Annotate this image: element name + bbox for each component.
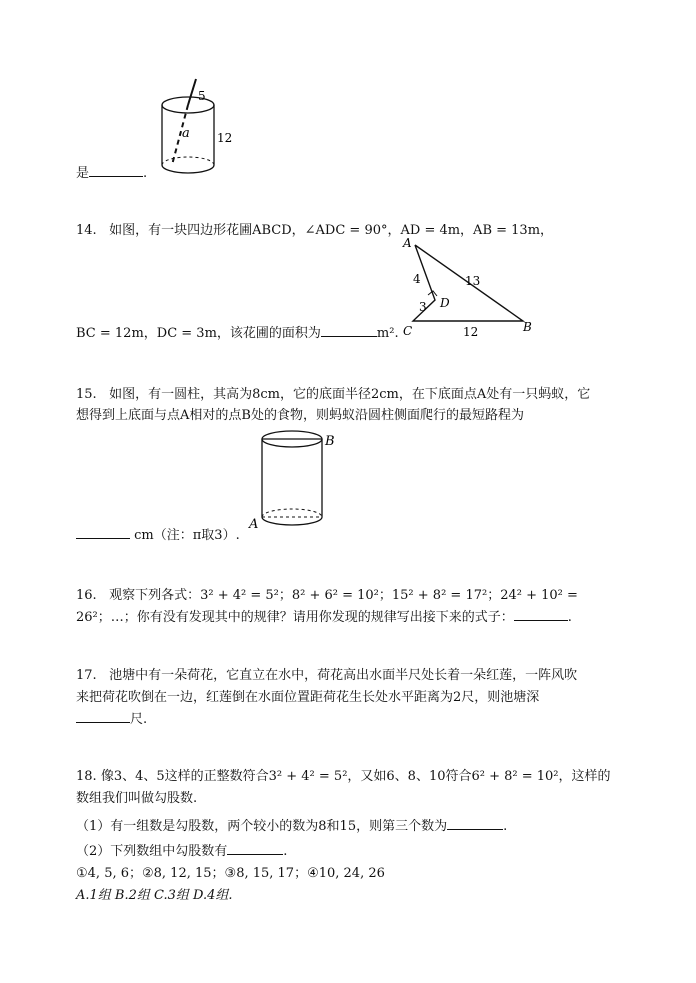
q15-text-line1: 如图，有一圆柱，其高为8cm，它的底面半径2cm，在下底面点A处有一只蚂蚁，它 (109, 387, 591, 402)
q13-cylinder-figure (150, 75, 260, 180)
q16-text-line1: 观察下列各式：3² + 4² = 5²；8² + 6² = 10²；15² + 8² = 17²；24² + 10² = (109, 588, 578, 603)
q15-line2 (76, 404, 524, 423)
q14-text-line2a: BC = 12m，DC = 3m，该花圃的面积为 (76, 326, 321, 341)
q15-answer-blank[interactable] (76, 526, 130, 539)
q15-line1 (76, 383, 590, 402)
q18-number: 18. (76, 769, 97, 784)
q13-label-angle: a (182, 126, 190, 141)
q18-sub2-blank[interactable] (227, 842, 283, 855)
q16-line2 (76, 606, 572, 625)
q15-cylinder-figure (245, 425, 345, 535)
q17-answer-blank[interactable] (76, 710, 130, 723)
q18-choices-text: A.1组 B.2组 C.3组 D.4组. (76, 888, 233, 903)
q18-sub2 (76, 840, 287, 859)
q18-choices (76, 884, 233, 903)
q14-vertex-C: C (403, 324, 413, 338)
q16-text-line2: 26²；…；你有没有发现其中的规律？请用你发现的规律写出接下来的式子： (76, 610, 514, 625)
q14-text-line1: 如图，有一块四边形花圃ABCD，∠ADC = 90°，AD = 4m，AB = 13m， (109, 223, 554, 238)
q13-label-top: 5 (198, 89, 206, 103)
q15-point-A: A (249, 517, 259, 532)
q18-sub2-suffix: . (283, 844, 288, 859)
q14-side-AB: 13 (465, 274, 481, 288)
q17-text-line1: 池塘中有一朵荷花，它直立在水中，荷花高出水面半尺处长着一朵红莲，一阵风吹 (109, 668, 578, 683)
q18-sub1-text: （1）有一组数是勾股数，两个较小的数为8和15，则第三个数为 (76, 819, 448, 834)
q18-sub1-suffix: . (503, 819, 508, 834)
q17-line3 (76, 708, 147, 727)
q15-text-line2: 想得到上底面与点A相对的点B处的食物，则蚂蚁沿圆柱侧面爬行的最短路程为 (76, 408, 524, 423)
q14-vertex-A: A (403, 236, 412, 250)
q13-label-height: 12 (217, 131, 233, 145)
q14-answer-blank[interactable] (321, 324, 377, 337)
q16-line1 (76, 584, 578, 603)
q14-side-AD: 4 (413, 272, 421, 286)
q14-side-DC: 3 (419, 300, 427, 314)
q15-text-line3: cm（注：π取3）. (134, 528, 240, 543)
q13-answer-line (76, 162, 147, 181)
q17-text-line3: 尺. (130, 712, 148, 727)
q17-number: 17. (76, 668, 97, 683)
q16-number: 16. (76, 588, 97, 603)
q18-line1 (76, 765, 611, 784)
q17-text-line2: 来把荷花吹倒在一边，红莲倒在水面位置距荷花生长处水平距离为2尺，则池塘深 (76, 690, 540, 705)
q14-text-line2b: m². (376, 326, 399, 341)
q15-point-B: B (325, 434, 335, 449)
q15-number: 15. (76, 387, 97, 402)
q18-groups (76, 862, 385, 881)
q16-suffix: . (567, 610, 572, 625)
q14-side-CB: 12 (463, 325, 479, 339)
q18-sub1 (76, 815, 507, 834)
q18-sub2-text: （2）下列数组中勾股数有 (76, 844, 228, 859)
q18-groups-text: ①4, 5, 6；②8, 12, 15；③8, 15, 17；④10, 24, 26 (76, 866, 385, 881)
q14-vertex-B: B (523, 320, 532, 334)
q15-line3 (76, 524, 240, 543)
q14-vertex-D: D (440, 296, 450, 310)
q14-line2 (76, 322, 399, 341)
q13-answer-blank[interactable] (89, 164, 143, 177)
q17-line2 (76, 686, 539, 705)
q13-tail-text: 是 (76, 166, 90, 181)
q18-text-line2: 数组我们叫做勾股数. (76, 791, 198, 806)
q14-quadrilateral-figure (395, 235, 545, 340)
q13-suffix: . (143, 166, 148, 181)
q17-line1 (76, 664, 577, 683)
q14-number: 14. (76, 223, 97, 238)
q16-answer-blank[interactable] (514, 608, 568, 621)
q18-line2 (76, 787, 197, 806)
q18-sub1-blank[interactable] (447, 817, 503, 830)
q18-text-line1: 像3、4、5这样的正整数符合3² + 4² = 5²，又如6、8、10符合6² + 8² = 10²，这样的 (100, 769, 611, 784)
